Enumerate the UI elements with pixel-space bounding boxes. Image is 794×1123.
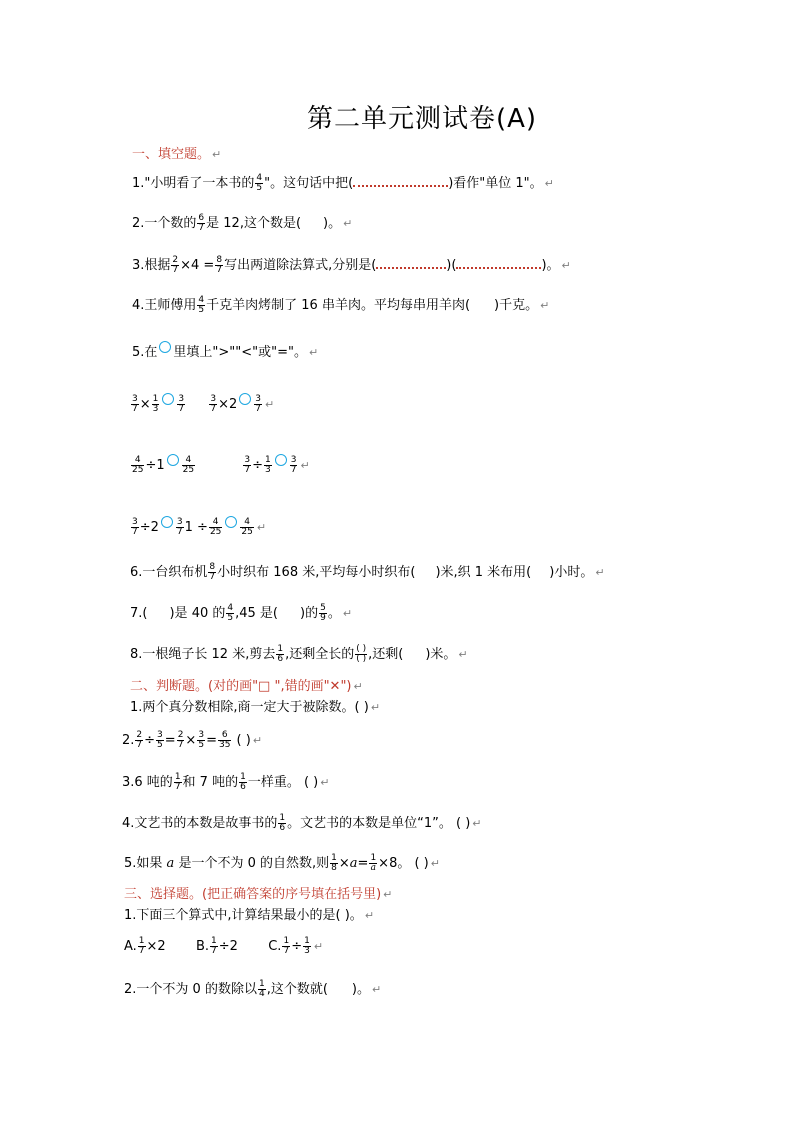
option-b-label: B.: [195, 939, 210, 954]
option-b[interactable]: [195, 936, 238, 956]
frac-num: 2: [136, 730, 143, 740]
compare-circle-icon[interactable]: [225, 516, 237, 528]
frac-num: 1: [304, 936, 310, 946]
q3-fraction-2: [215, 256, 223, 275]
q5r1-e2-f1: [209, 395, 217, 414]
return-mark: ↵: [353, 680, 363, 693]
q5-text-b: 里填上">""<"或"="。: [173, 345, 307, 360]
judge-q5-text-d: =: [357, 856, 369, 871]
frac-den: 7: [177, 740, 184, 750]
q6-text-c: )米,织 1 米布用(: [435, 565, 532, 580]
return-mark: ↵: [383, 888, 393, 901]
frac-den: 4: [258, 989, 265, 999]
q6-frac-den: 7: [209, 572, 216, 582]
option-a[interactable]: [124, 936, 166, 956]
frac-num: 1: [211, 936, 217, 946]
jq4-f1: [278, 814, 286, 833]
frac-den: a: [370, 863, 376, 873]
return-mark: ↵: [300, 459, 310, 472]
judge-q3-text-a: 3.6 吨的: [122, 775, 173, 790]
q7-text-c: ,45 是(: [235, 606, 278, 621]
q8-frac2-den[interactable]: ( ): [356, 654, 367, 664]
q8-frac2-num[interactable]: ( ): [356, 644, 367, 654]
frac-num: 1: [258, 979, 265, 989]
q2-frac-den: 7: [198, 223, 205, 233]
fill-question-7: [130, 604, 352, 624]
q8-text-a: 8.一根绳子长 12 米,剪去: [130, 647, 276, 662]
frac-num: 6: [218, 731, 231, 741]
q5r2-e2-f1: [243, 456, 251, 475]
q5r3-e2-pre: 1 ÷: [184, 520, 208, 535]
return-mark: ↵: [320, 776, 330, 789]
compare-circle-icon[interactable]: [162, 393, 174, 405]
judge-q2-text-b: ( ): [232, 733, 251, 748]
q5-text-a: 5.在: [132, 345, 158, 360]
option-c-op: ÷: [291, 939, 303, 954]
q8-text-d: )米。: [425, 647, 457, 662]
choice-question-1: [124, 906, 374, 926]
q7-text-a: 7.(: [130, 606, 148, 621]
option-c-frac1: [282, 937, 290, 956]
q5r1-e2-op: ×2: [218, 397, 238, 412]
q5r2-e2-op: ÷: [252, 458, 263, 473]
q5r2-e2-f3: [290, 456, 298, 475]
jq2-f4: [197, 731, 205, 750]
jq3-f1: [174, 773, 182, 792]
frac-den: 3: [304, 946, 310, 956]
choice-q2-text-c: )。: [351, 982, 370, 997]
compare-circle-icon[interactable]: [167, 454, 179, 466]
q5-row-1: [130, 395, 274, 415]
q5r2-e2-f2: [264, 456, 272, 475]
frac-den: 25: [132, 465, 144, 475]
frac-num: 3: [244, 455, 251, 465]
option-a-label: A.: [124, 939, 137, 954]
q7-text-b: )是 40 的: [169, 606, 226, 621]
frac-num: 1: [283, 936, 290, 946]
q5r1-e2-f2: [254, 395, 262, 414]
jq2-op2: =: [164, 733, 176, 748]
judge-question-3: [122, 773, 329, 793]
frac-den: 7: [210, 404, 217, 414]
q6-frac-num: 8: [209, 562, 216, 572]
q7-frac2-den: 9: [320, 613, 326, 623]
q7-text-e: 。: [327, 606, 341, 621]
judge-question-2: [122, 731, 262, 751]
section-fill-label: 一、填空题。: [132, 147, 211, 162]
q7-fraction-1: [226, 604, 234, 623]
frac-num: 3: [132, 394, 138, 404]
judge-q1-text: 1.两个真分数相除,商一定大于被除数。( ): [130, 700, 369, 715]
q2-text-c: )。: [323, 216, 342, 231]
frac-den: 7: [138, 946, 145, 956]
q5r1-e1-f1: [131, 395, 139, 414]
option-c-label: C.: [268, 939, 282, 954]
frac-num: 3: [290, 455, 297, 465]
judge-q3-text-b: 和 7 吨的: [182, 775, 239, 790]
q1-frac-den: 5: [256, 183, 263, 193]
q3-frac1-den: 7: [172, 265, 179, 275]
q1-frac-num: 4: [256, 173, 263, 183]
q2-frac-num: 6: [198, 213, 205, 223]
return-mark: ↵: [430, 857, 440, 870]
frac-num: 4: [209, 518, 222, 528]
fill-question-2: [132, 214, 352, 234]
frac-num: 1: [152, 394, 159, 404]
q5r2-e1-f2: [182, 456, 195, 475]
q4-text-c: )千克。: [494, 298, 539, 313]
fill-question-4: [132, 296, 549, 316]
jq2-f2: [156, 731, 164, 750]
q3-text-b: 写出两道除法算式,分别是(: [224, 258, 377, 273]
frac-num: 3: [210, 394, 217, 404]
frac-num: 4: [131, 456, 144, 466]
return-mark: ↵: [595, 566, 605, 579]
variable-a: a: [166, 856, 175, 871]
q5-row-2: [130, 456, 310, 476]
frac-num: 3: [176, 517, 183, 527]
judge-question-4: [122, 814, 482, 834]
q4-frac-den: 5: [198, 305, 205, 315]
frac-den: 25: [209, 527, 222, 537]
q3-text-mid: ×4 =: [180, 258, 215, 273]
compare-circle-icon[interactable]: [239, 393, 251, 405]
frac-num: 1: [331, 853, 337, 863]
return-mark: ↵: [371, 983, 382, 996]
frac-num: 3: [178, 394, 185, 404]
jq2-f1: [135, 731, 143, 750]
frac-den: 7: [283, 946, 290, 956]
q3-text-a: 3.根据: [132, 258, 171, 273]
jq3-f2: [239, 773, 247, 792]
frac-num: 1: [138, 936, 145, 946]
page-title: 第二单元测试卷(A): [306, 104, 538, 134]
frac-num: 1: [370, 853, 377, 863]
compare-circle-icon[interactable]: [161, 516, 173, 528]
choice-question-2: [124, 980, 381, 1000]
q5-row-3: [130, 518, 266, 538]
frac-den: 25: [182, 465, 195, 475]
frac-den: 8: [331, 863, 337, 873]
judge-q5-text-c: ×: [338, 856, 350, 871]
q3-answer-blank-2[interactable]: [456, 255, 541, 269]
q4-text-a: 4.王师傅用: [132, 298, 197, 313]
q1-fraction: [255, 174, 263, 193]
q4-fraction: [197, 296, 205, 315]
frac-num: 1: [240, 772, 246, 782]
q3-fraction-1: [171, 256, 179, 275]
frac-num: 3: [255, 394, 262, 404]
judge-q2-text-a: 2.: [122, 733, 135, 748]
q1-answer-blank[interactable]: [353, 173, 448, 187]
frac-num: 4: [182, 456, 195, 466]
frac-num: 3: [157, 730, 163, 740]
q3-frac1-num: 2: [172, 255, 179, 265]
frac-num: 4: [240, 518, 253, 528]
frac-den: 6: [240, 782, 246, 792]
q1-text-b: "。这句话中把(: [264, 176, 354, 191]
choice-q2-text-b: ,这个数就(: [266, 982, 328, 997]
q5r2-e1-f1: [131, 456, 144, 475]
frac-den: 7: [290, 465, 297, 475]
q8-fraction-blank[interactable]: [355, 645, 367, 664]
q7-frac2-num: 5: [320, 603, 326, 613]
option-c[interactable]: [268, 936, 312, 956]
option-b-op: ÷2: [218, 939, 238, 954]
q5r1-e1-op: ×: [139, 397, 151, 412]
q4-frac-num: 4: [198, 295, 205, 305]
q6-text-b: 小时织布 168 米,平均每小时织布(: [217, 565, 416, 580]
choice-q2-frac: [258, 980, 266, 999]
frac-num: 3: [198, 730, 205, 740]
choice-q1-options: [124, 937, 323, 957]
section-choice-heading: [124, 885, 392, 905]
frac-den: 5: [198, 740, 205, 750]
judge-question-1: [130, 698, 380, 718]
q8-text-c: ,还剩(: [368, 647, 404, 662]
q7-text-d: )的: [300, 606, 319, 621]
q7-frac1-num: 4: [227, 603, 234, 613]
q3-text-d: )。: [541, 258, 560, 273]
q8-fraction-1: [276, 645, 284, 664]
frac-num: 1: [174, 772, 181, 782]
jq2-f3: [177, 731, 185, 750]
frac-den: 7: [174, 782, 181, 792]
q5r3-e1-f2: [176, 518, 184, 537]
return-mark: ↵: [458, 648, 468, 661]
jq2-op4: =: [206, 733, 217, 748]
fill-question-5: [132, 343, 318, 363]
section-fill-heading: [132, 145, 221, 165]
return-mark: ↵: [342, 607, 353, 620]
choice-q2-text-a: 2.一个不为 0 的数除以: [124, 982, 257, 997]
return-mark: ↵: [212, 148, 222, 161]
frac-num: 2: [177, 730, 184, 740]
return-mark: ↵: [561, 259, 571, 272]
q5r3-e1-op: ÷2: [139, 520, 159, 535]
option-b-frac: [210, 937, 218, 956]
q8-frac1-den: 6: [277, 654, 284, 664]
return-mark: ↵: [252, 734, 263, 747]
compare-circle-icon[interactable]: [159, 341, 171, 353]
fill-question-1: [132, 173, 554, 194]
return-mark: ↵: [540, 299, 550, 312]
return-mark: ↵: [256, 521, 267, 534]
judge-question-5: [124, 854, 440, 874]
return-mark: ↵: [313, 940, 324, 953]
return-mark: ↵: [308, 346, 319, 359]
frac-den: 25: [241, 527, 253, 537]
q3-frac2-den: 7: [216, 265, 223, 275]
q4-text-b: 千克羊肉烤制了 16 串羊肉。平均每串用羊肉(: [206, 298, 471, 313]
q2-text-a: 2.一个数的: [132, 216, 197, 231]
return-mark: ↵: [472, 817, 482, 830]
frac-num: 1: [279, 813, 286, 823]
judge-q5-text-a: 5.如果: [124, 856, 167, 871]
q6-text-d: )小时。: [549, 565, 594, 580]
choice-q1-text: 1.下面三个算式中,计算结果最小的是( )。: [124, 908, 363, 923]
judge-q5-text-b: 是一个不为 0 的自然数,则: [174, 856, 330, 871]
q6-text-a: 6.一台织布机: [130, 565, 208, 580]
frac-den: 7: [176, 527, 183, 537]
fill-question-3: [132, 255, 571, 276]
return-mark: ↵: [265, 398, 275, 411]
frac-den: 3: [152, 404, 159, 414]
frac-num: 1: [265, 455, 271, 465]
judge-q4-text-a: 4.文艺书的本数是故事书的: [122, 816, 278, 831]
section-choice-label: 三、选择题。(把正确答案的序号填在括号里): [124, 887, 382, 902]
q1-text-c: )看作"单位 1"。: [448, 176, 543, 191]
return-mark: ↵: [343, 217, 353, 230]
q8-frac1-num: 1: [277, 644, 284, 654]
q5r3-e2-f2: [240, 518, 253, 537]
q5r3-e2-f1: [209, 518, 222, 537]
q3-answer-blank-1[interactable]: [376, 255, 446, 269]
frac-den: 7: [132, 527, 138, 537]
frac-num: 3: [132, 517, 138, 527]
fill-question-6: [130, 563, 605, 583]
q7-frac1-den: 5: [227, 613, 234, 623]
frac-den: 7: [255, 404, 262, 414]
judge-q3-text-c: 一样重。 ( ): [247, 775, 319, 790]
q5r2-e1-op: ÷1: [145, 458, 165, 473]
jq2-f5: [218, 731, 231, 750]
section-judge-heading: [130, 677, 363, 697]
judge-q4-text-b: 。文艺书的本数是单位“1”。 ( ): [287, 816, 471, 831]
frac-den: 7: [244, 465, 251, 475]
judge-q5-text-e: ×8。 ( ): [378, 856, 429, 871]
variable-a: a: [349, 856, 358, 871]
frac-den: 7: [178, 404, 185, 414]
jq2-op1: ÷: [144, 733, 156, 748]
frac-den: 7: [132, 404, 138, 414]
compare-circle-icon[interactable]: [275, 454, 287, 466]
return-mark: ↵: [370, 701, 381, 714]
frac-den: 7: [211, 946, 217, 956]
option-c-frac2: [303, 937, 311, 956]
frac-den: 6: [279, 823, 286, 833]
jq2-op3: ×: [185, 733, 197, 748]
return-mark: ↵: [364, 909, 375, 922]
q5r1-e1-f3: [177, 395, 185, 414]
frac-den: 7: [136, 740, 143, 750]
option-a-frac: [138, 937, 146, 956]
frac-den: 35: [218, 740, 231, 750]
q2-text-b: 是 12,这个数是(: [206, 216, 302, 231]
q6-fraction: [208, 563, 216, 582]
q8-text-b: ,还剩全长的: [285, 647, 355, 662]
jq5-f2: [369, 854, 377, 873]
jq5-f1: [330, 854, 338, 873]
frac-den: 3: [265, 465, 271, 475]
q1-text-a: 1."小明看了一本书的: [132, 176, 255, 191]
q5r3-e1-f1: [131, 518, 139, 537]
return-mark: ↵: [544, 177, 554, 190]
section-judge-label: 二、判断题。(对的画"□ ",错的画"✕"): [130, 679, 352, 694]
q2-fraction: [197, 214, 205, 233]
frac-den: 5: [157, 740, 163, 750]
q7-fraction-2: [319, 604, 327, 623]
option-a-op: ×2: [146, 939, 166, 954]
q5r1-e1-f2: [152, 395, 160, 414]
fill-question-8: [130, 645, 468, 665]
q3-frac2-num: 8: [216, 255, 223, 265]
q3-text-c: )(: [446, 258, 457, 273]
